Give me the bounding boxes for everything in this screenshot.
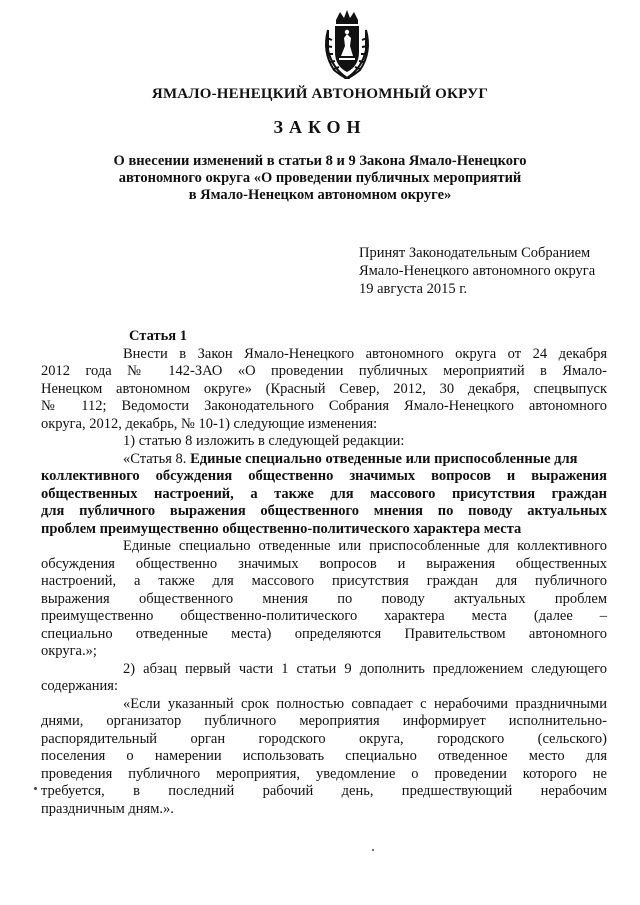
scan-speck: [372, 849, 374, 851]
document-type: ЗАКОН: [273, 117, 367, 137]
body-line: обсуждения общественно значимых вопросов и выражения общественных: [41, 555, 607, 572]
article-8-title-line: проблем преимущественно общественно-политического характера места: [41, 520, 522, 537]
law-title-line: О внесении изменений в статьи 8 и 9 Закона Ямало-Ненецкого: [113, 153, 527, 169]
law-title: [60, 153, 580, 204]
adoption-date: 19 августа 2015 г.: [359, 281, 468, 297]
body-line: специально отведенные места) определяются Правительством автономного: [41, 625, 607, 642]
quote-line: проведения публичного мероприятия, уведомление о проведении которого не: [41, 765, 607, 782]
body-line: округа, 2012, декабрь, № 10-1) следующие изменения:: [41, 415, 378, 432]
article-8-title-line: общественных настроений, а также для массового присутствия граждан: [41, 485, 607, 502]
article-8-first-line: [89, 451, 607, 469]
body-line: содержания:: [41, 678, 119, 694]
document-body: [41, 328, 607, 818]
article-8-title: Единые специально отведенные или приспособленные для: [190, 450, 578, 467]
body-line: Ненецком автономном округе» (Красный Север, 2012, 30 декабря, спецвыпуск: [41, 380, 607, 397]
quote-line: праздничным дням.».: [41, 800, 174, 817]
article-8-title-line: для публичного выражения общественного мнения по поводу актуальных: [41, 503, 607, 519]
body-line: настроений, а также для массового присутствия граждан для публичного: [41, 573, 607, 589]
coat-of-arms-emblem: [318, 8, 376, 82]
body-line: преимущественно общественно-политического характера места (далее –: [41, 608, 607, 624]
law-title-line: в Ямало-Ненецком автономном округе»: [188, 187, 452, 203]
adoption-note: [359, 244, 595, 298]
body-line: 2012 года № 142-ЗАО «О проведении публичных мероприятий в Ямало-: [41, 363, 607, 379]
body-line: Внести в Закон Ямало-Ненецкого автономного округа от 24 декабря: [123, 345, 607, 362]
quote-line: распорядительный орган городского округа, городского (сельского): [41, 730, 607, 747]
article-8-prefix: «Статья 8.: [123, 450, 187, 467]
quote-line: требуется, в последний рабочий день, предшествующий нерабочим: [41, 783, 607, 799]
adoption-line: Принят Законодательным Собранием: [359, 245, 591, 261]
body-line: № 112; Ведомости Законодательного Собрания Ямало-Ненецкого автономного: [41, 398, 607, 414]
amendment-item: 2) абзац первый части 1 статьи 9 дополнить предложением следующего: [123, 660, 607, 677]
quote-line: поселения о намерении использовать специально отведенное место для: [41, 748, 607, 764]
amendment-item: 1) статью 8 изложить в следующей редакции:: [123, 433, 405, 449]
body-line: Единые специально отведенные или приспособленные для коллективного: [123, 538, 607, 554]
article-8-title-line: коллективного обсуждения общественно значимых вопросов и выражения: [41, 468, 607, 484]
quote-line: днями, организатор публичного мероприятия информирует исполнительно-: [41, 713, 607, 729]
body-line: выражения общественного мнения по поводу актуальных проблем: [41, 590, 607, 607]
quote-line: «Если указанный срок полностью совпадает с нерабочими праздничными: [123, 695, 607, 712]
law-title-line: автономного округа «О проведении публичных мероприятий: [118, 170, 522, 186]
region-name: ЯМАЛО-НЕНЕЦКИЙ АВТОНОМНЫЙ ОКРУГ: [151, 86, 489, 102]
body-line: округа.»;: [41, 643, 97, 659]
adoption-line: Ямало-Ненецкого автономного округа: [359, 263, 596, 279]
article-heading: Статья 1: [129, 328, 187, 344]
scan-speck: [34, 787, 37, 790]
